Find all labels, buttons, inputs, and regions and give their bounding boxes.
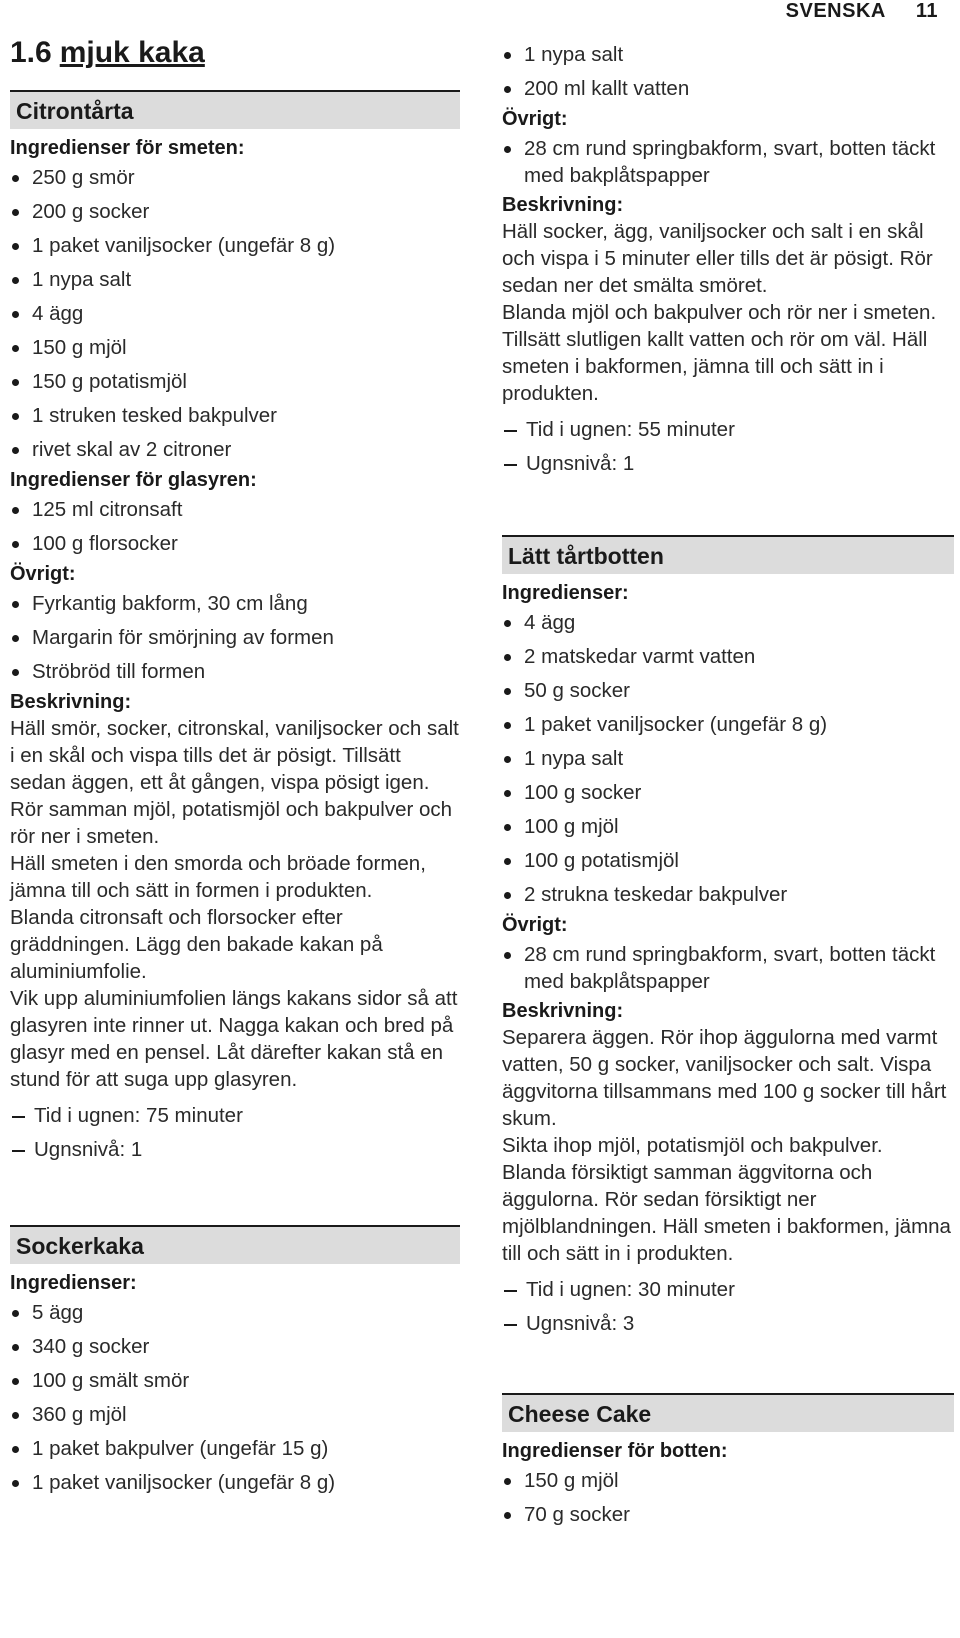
list-item: 5 ägg: [10, 1296, 460, 1330]
oven-time: Tid i ugnen: 30 minuter: [502, 1273, 954, 1307]
chapter-link[interactable]: mjuk kaka: [59, 36, 205, 69]
list-item: 1 paket vaniljsocker (ungefär 8 g): [10, 229, 460, 263]
recipe-title: Citrontårta: [10, 90, 460, 129]
oven-settings: [10, 1099, 460, 1167]
recipe-latt-tartbotten: [502, 535, 954, 1341]
list-item: 200 g socker: [10, 195, 460, 229]
description-paragraph: Sikta ihop mjöl, potatismjöl och bakpulver.: [502, 1134, 883, 1157]
ingredient-list-continued: [502, 38, 954, 106]
list-item: 1 paket bakpulver (ungefär 15 g): [10, 1432, 460, 1466]
oven-level: Ugnsnivå: 1: [10, 1133, 460, 1167]
oven-time: Tid i ugnen: 75 minuter: [10, 1099, 460, 1133]
other-heading: Övrigt:: [502, 914, 568, 936]
list-item: 360 g mjöl: [10, 1398, 460, 1432]
description-paragraph: Tillsätt slutligen kallt vatten och rör om väl. Häll smeten i bakformen, jämna till och sätt in i produkten.: [502, 328, 928, 405]
list-item: 1 struken tesked bakpulver: [10, 399, 460, 433]
language-label: SVENSKA: [785, 0, 886, 22]
list-item: 2 matskedar varmt vatten: [502, 640, 954, 674]
description-heading: Beskrivning:: [502, 1000, 624, 1022]
ingredient-list: [10, 1296, 460, 1500]
recipe-cheese-cake: [502, 1393, 954, 1532]
page-header: [786, 0, 938, 26]
description-paragraph: Blanda citronsaft och florsocker efter gräddningen. Lägg den bakade kakan på aluminiumfolie.: [10, 906, 383, 983]
list-item: 1 nypa salt: [10, 263, 460, 297]
list-item: rivet skal av 2 citroner: [10, 433, 460, 467]
description-heading: Beskrivning:: [502, 194, 624, 216]
list-item: 1 paket vaniljsocker (ungefär 8 g): [10, 1466, 460, 1500]
recipe-sockerkaka: [10, 1225, 460, 1500]
list-item: 4 ägg: [10, 297, 460, 331]
glaze-heading: Ingredienser för glasyren:: [10, 469, 257, 491]
oven-time: Tid i ugnen: 55 minuter: [502, 413, 954, 447]
recipe-title: Lätt tårtbotten: [502, 535, 954, 574]
other-heading: Övrigt:: [10, 563, 76, 585]
list-item: 125 ml citronsaft: [10, 493, 460, 527]
other-list: [10, 587, 460, 689]
oven-settings: [502, 1273, 954, 1341]
ingredient-list: [502, 1464, 954, 1532]
list-item: Margarin för smörjning av formen: [10, 621, 460, 655]
glaze-list: [10, 493, 460, 561]
oven-settings: [502, 413, 954, 481]
oven-level: Ugnsnivå: 3: [502, 1307, 954, 1341]
chapter-title: [10, 36, 460, 70]
chapter-number: 1.6: [10, 36, 52, 69]
ingredient-list: [10, 161, 460, 467]
list-item: 100 g mjöl: [502, 810, 954, 844]
description-paragraph: Blanda mjöl och bakpulver och rör ner i smeten.: [502, 301, 937, 324]
recipe-citrontarta: [10, 90, 460, 1167]
list-item: 28 cm rund springbakform, svart, botten täckt med bakplåtspapper: [502, 941, 954, 995]
description-paragraph: Separera äggen. Rör ihop äggulorna med varmt vatten, 50 g socker, vaniljsocker och salt. Vispa äggvitorna tillsammans med 100 g socker till hårt skum.: [502, 1026, 947, 1130]
list-item: 1 nypa salt: [502, 742, 954, 776]
ingredients-heading: Ingredienser:: [10, 1272, 137, 1294]
left-column: [10, 0, 460, 1500]
description-paragraph: Rör samman mjöl, potatismjöl och bakpulver och rör ner i smeten.: [10, 798, 453, 848]
description-paragraph: Häll smeten i den smorda och bröade formen, jämna till och sätt in formen i produkten.: [10, 852, 426, 902]
description-paragraph: Häll socker, ägg, vaniljsocker och salt i en skål och vispa i 5 minuter eller tills det är pösigt. Rör sedan ner det smälta smöret.: [502, 220, 933, 297]
ingredients-heading: Ingredienser:: [502, 582, 629, 604]
other-heading: Övrigt:: [502, 108, 568, 130]
list-item: 150 g potatismjöl: [10, 365, 460, 399]
ingredients-heading: Ingredienser för botten:: [502, 1440, 728, 1462]
list-item: 250 g smör: [10, 161, 460, 195]
list-item: 4 ägg: [502, 606, 954, 640]
list-item: 100 g potatismjöl: [502, 844, 954, 878]
description-heading: Beskrivning:: [10, 691, 132, 713]
list-item: 200 ml kallt vatten: [502, 72, 954, 106]
list-item: 28 cm rund springbakform, svart, botten täckt med bakplåtspapper: [502, 135, 954, 189]
other-list: [502, 135, 954, 189]
list-item: Ströbröd till formen: [10, 655, 460, 689]
list-item: 2 strukna teskedar bakpulver: [502, 878, 954, 912]
list-item: 150 g mjöl: [10, 331, 460, 365]
list-item: 100 g florsocker: [10, 527, 460, 561]
oven-level: Ugnsnivå: 1: [502, 447, 954, 481]
list-item: 150 g mjöl: [502, 1464, 954, 1498]
list-item: 1 paket vaniljsocker (ungefär 8 g): [502, 708, 954, 742]
page-number: 11: [915, 0, 938, 22]
list-item: 50 g socker: [502, 674, 954, 708]
description-paragraph: Vik upp aluminiumfolien längs kakans sidor så att glasyren inte rinner ut. Nagga kakan och bred på glasyr med en pensel. Låt därefter kakan stå en stund för att suga upp glasyren.: [10, 987, 458, 1091]
ingredients-heading: Ingredienser för smeten:: [10, 137, 245, 159]
list-item: Fyrkantig bakform, 30 cm lång: [10, 587, 460, 621]
description-paragraph: Blanda försiktigt samman äggvitorna och äggulorna. Rör sedan försiktigt ner mjölblandningen. Häll smeten i bakformen, jämna till och sätt in i produkten.: [502, 1161, 951, 1265]
ingredient-list: [502, 606, 954, 912]
list-item: 340 g socker: [10, 1330, 460, 1364]
list-item: 100 g smält smör: [10, 1364, 460, 1398]
recipe-title: Cheese Cake: [502, 1393, 954, 1432]
other-list: [502, 941, 954, 995]
recipe-title: Sockerkaka: [10, 1225, 460, 1264]
list-item: 1 nypa salt: [502, 38, 954, 72]
description-paragraph: Häll smör, socker, citronskal, vaniljsocker och salt i en skål och vispa tills det är pösigt. Tillsätt sedan äggen, ett åt gången, vispa pösigt igen.: [10, 717, 459, 794]
right-column: [502, 38, 954, 1532]
list-item: 70 g socker: [502, 1498, 954, 1532]
list-item: 100 g socker: [502, 776, 954, 810]
